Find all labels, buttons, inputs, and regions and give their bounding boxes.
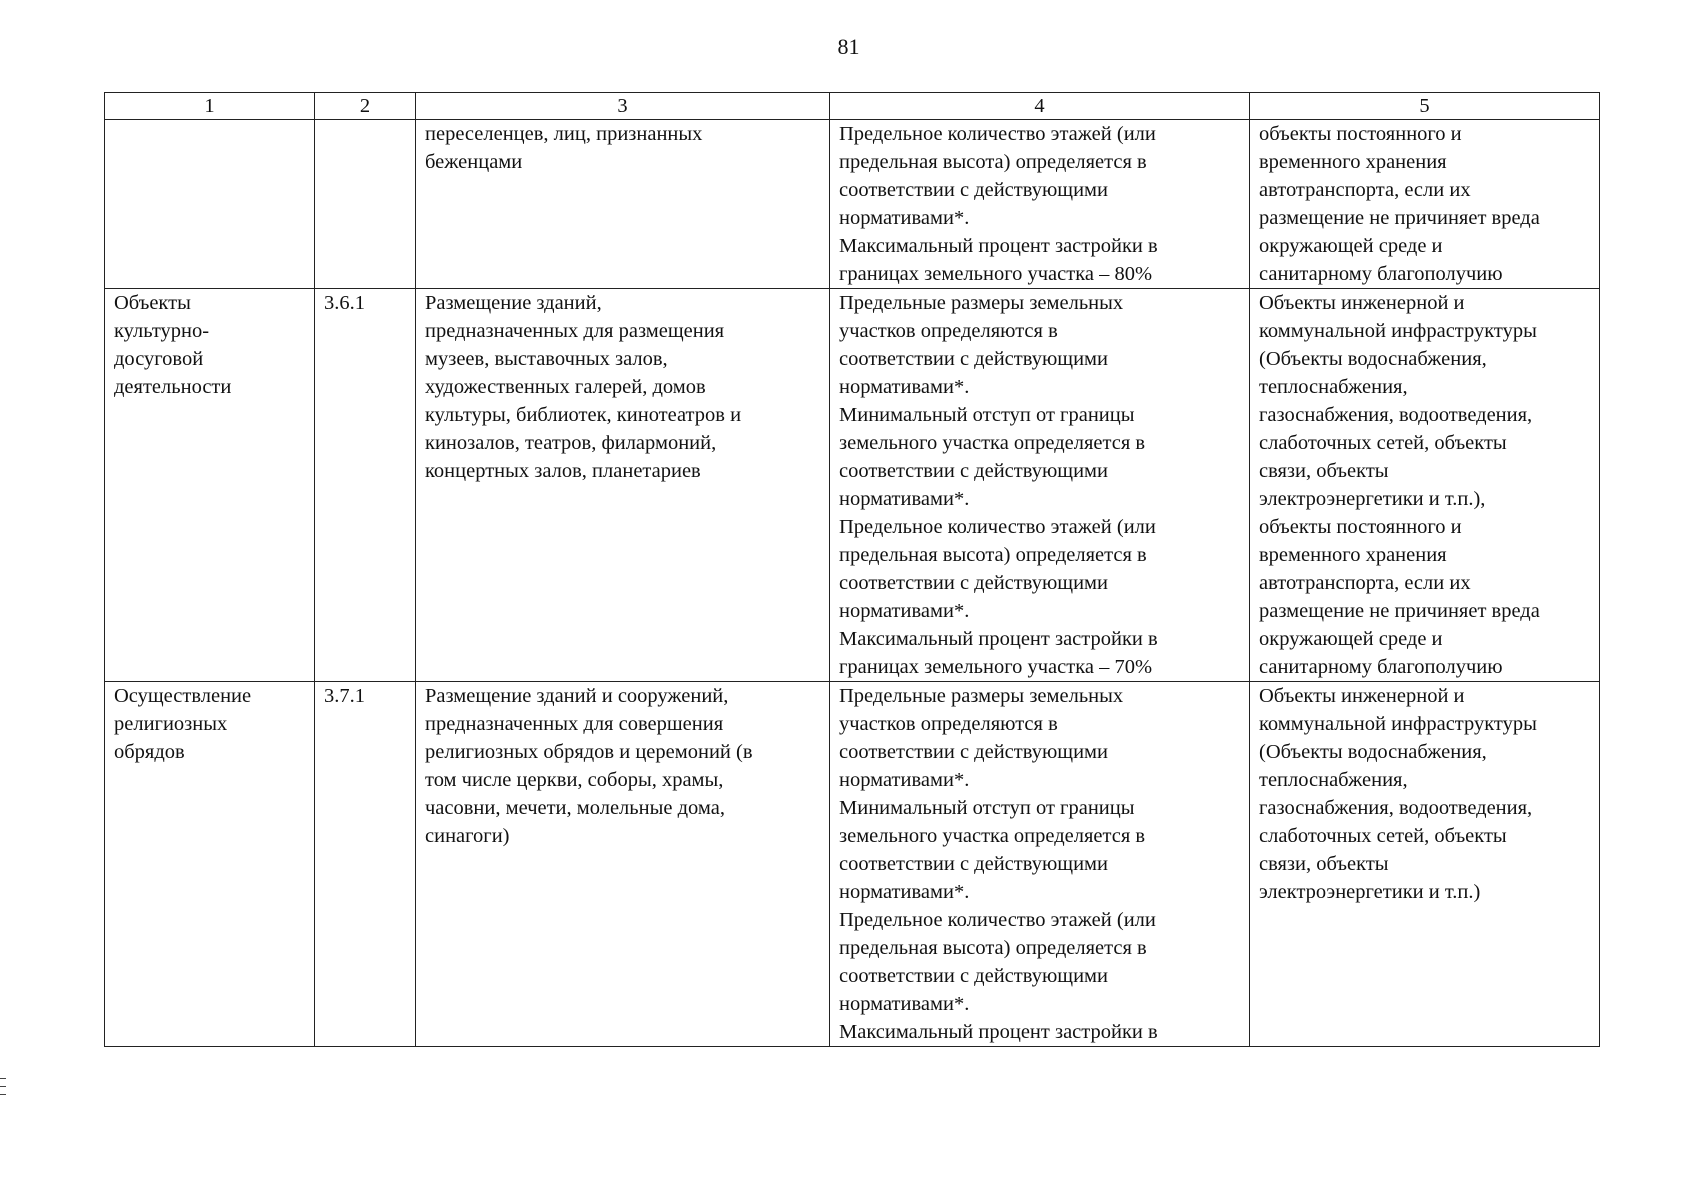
zoning-table <box>104 92 1600 1047</box>
cell-use-name <box>105 289 315 682</box>
auxiliary-uses-text: Объекты инженерной и коммунальной инфраструктуры (Объекты водоснабжения, теплоснабжения, газоснабжения, водоотведения, слаботочных сетей, объекты связи, объекты электроэнергетики и т.п.), объекты постоянного и временного хранения автотранспорта, если их размещение не причиняет вреда окружающей среде и санитарному благополучию <box>1259 292 1540 678</box>
column-header-2: 2 <box>315 93 416 120</box>
cell-parameters <box>830 120 1250 289</box>
column-header-3: 3 <box>416 93 830 120</box>
use-name-text: Объекты культурно- досуговой деятельности <box>114 292 232 398</box>
use-description-text: Размещение зданий, предназначенных для размещения музеев, выставочных залов, художественных галерей, домов культуры, библиотек, кинотеатров и кинозалов, театров, филармоний, концертных залов, планетариев <box>425 292 742 482</box>
parameters-text: Предельные размеры земельных участков определяются в соответствии с действующими нормативами*. Минимальный отступ от границы земельного участка определяется в соответствии с действующими нормативами*. Предельное количество этажей (или предельная высота) определяется в соответствии с действующими нормативами*. Максимальный процент застройки в границах земельного участка – 70% <box>839 292 1158 678</box>
cell-use-name <box>105 120 315 289</box>
auxiliary-uses-text: объекты постоянного и временного хранения автотранспорта, если их размещение не причиняет вреда окружающей среде и санитарному благополучию <box>1259 123 1540 285</box>
margin-mark <box>0 1086 6 1087</box>
table-row <box>105 120 1600 289</box>
parameters-text: Предельные размеры земельных участков определяются в соответствии с действующими нормативами*. Минимальный отступ от границы земельного участка определяется в соответствии с действующими нормативами*. Предельное количество этажей (или предельная высота) определяется в соответствии с действующими нормативами*. Максимальный процент застройки в <box>839 685 1158 1043</box>
use-name-text: Осуществление религиозных обрядов <box>114 685 252 763</box>
use-description-text: Размещение зданий и сооружений, предназначенных для совершения религиозных обрядов и церемоний (в том числе церкви, соборы, храмы, часовни, мечети, молельные дома, синагоги) <box>425 685 753 847</box>
cell-use-description <box>416 682 830 1047</box>
cell-parameters <box>830 289 1250 682</box>
margin-mark <box>0 1094 6 1095</box>
cell-parameters <box>830 682 1250 1047</box>
margin-mark <box>0 1078 6 1079</box>
cell-use-description <box>416 289 830 682</box>
cell-auxiliary-uses <box>1250 682 1600 1047</box>
page-number: 81 <box>837 34 860 59</box>
use-code-text: 3.6.1 <box>324 292 365 314</box>
column-header-5: 5 <box>1250 93 1600 120</box>
table-row <box>105 289 1600 682</box>
auxiliary-uses-text: Объекты инженерной и коммунальной инфраструктуры (Объекты водоснабжения, теплоснабжения, газоснабжения, водоотведения, слаботочных сетей, объекты связи, объекты электроэнергетики и т.п.) <box>1259 685 1537 903</box>
cell-use-description <box>416 120 830 289</box>
use-description-text: переселенцев, лиц, признанных беженцами <box>425 123 703 173</box>
cell-auxiliary-uses <box>1250 289 1600 682</box>
use-code-text: 3.7.1 <box>324 685 365 707</box>
table-header-row <box>105 93 1600 120</box>
table-row <box>105 682 1600 1047</box>
cell-use-code <box>315 120 416 289</box>
column-header-1: 1 <box>105 93 315 120</box>
parameters-text: Предельное количество этажей (или предельная высота) определяется в соответствии с действующими нормативами*. Максимальный процент застройки в границах земельного участка – 80% <box>839 123 1158 285</box>
cell-use-code <box>315 682 416 1047</box>
column-header-4: 4 <box>830 93 1250 120</box>
cell-auxiliary-uses <box>1250 120 1600 289</box>
cell-use-code <box>315 289 416 682</box>
cell-use-name <box>105 682 315 1047</box>
